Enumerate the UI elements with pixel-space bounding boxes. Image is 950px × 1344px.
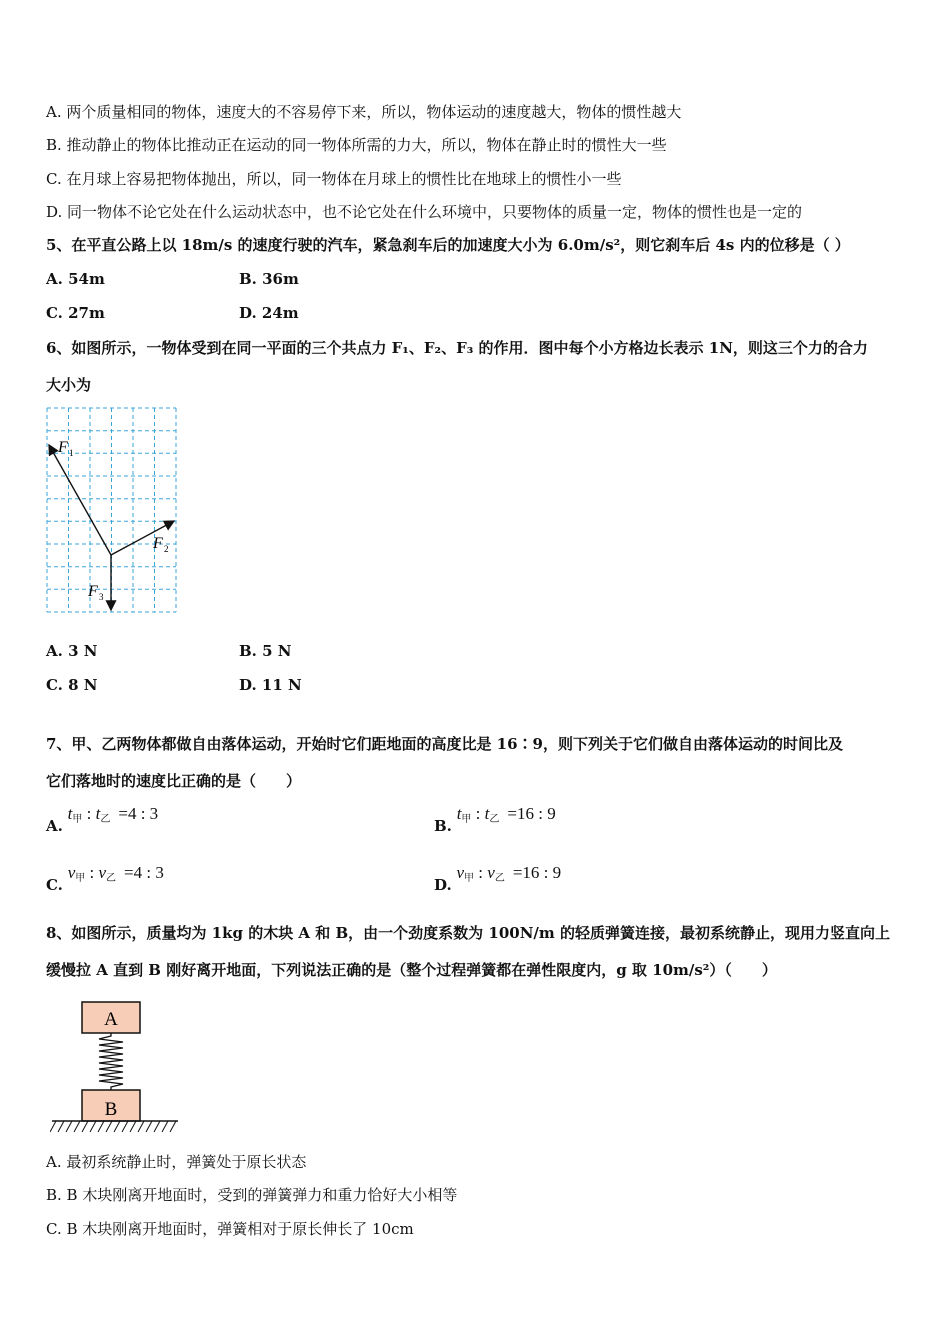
q6-stem-line2: 大小为 — [46, 376, 92, 394]
spring — [99, 1033, 123, 1090]
q6-option-b: B. 5 N — [239, 642, 292, 660]
q7-option-a-letter: A. — [46, 817, 63, 835]
block-a-label: A — [104, 1009, 118, 1030]
q7-option-c: C. $v_甲$ : $v_乙 =4$ : 3 — [46, 863, 164, 894]
q6-option-c: C. 8 N — [46, 676, 98, 694]
q4-option-c: C. 在月球上容易把物体抛出，所以，同一物体在月球上的惯性比在地球上的惯性小一些 — [46, 170, 622, 188]
q8-stem-line2: 缓慢拉 A 直到 B 刚好离开地面，下列说法正确的是（整个过程弹簧都在弹性限度内，g 取 10m/s²）（ ） — [46, 961, 777, 979]
q7-option-a: A. $t_甲$ : $t_乙 =4$ : 3 — [46, 804, 159, 835]
q5-option-b: B. 36m — [239, 270, 299, 288]
q4-option-d: D. 同一物体不论它处在什么运动状态中，也不论它处在什么环境中，只要物体的质量一定，物体的惯性也是一定的 — [46, 203, 803, 221]
q6-stem-line1: 6、如图所示，一物体受到在同一平面的三个共点力 F₁、F₂、F₃ 的作用．图中每个小方格边长表示 1N，则这三个力的合力 — [46, 339, 868, 357]
force-grid-figure — [44, 405, 180, 615]
label-f1: F — [58, 439, 68, 456]
q4-option-b: B. 推动静止的物体比推动正在运动的同一物体所需的力大，所以，物体在静止时的惯性大一些 — [46, 136, 667, 154]
q7-option-c-letter: C. — [46, 876, 63, 894]
q8-option-b: B. B 木块刚离开地面时，受到的弹簧弹力和重力恰好大小相等 — [46, 1186, 458, 1204]
q7-stem-line2: 它们落地时的速度比正确的是（ ） — [46, 772, 302, 790]
q8-option-a: A. 最初系统静止时，弹簧处于原长状态 — [46, 1153, 307, 1171]
block-b-label: B — [104, 1099, 118, 1120]
q7-option-d-letter: D. — [434, 876, 452, 894]
label-f2: F — [153, 535, 163, 552]
spring-blocks-figure — [50, 998, 182, 1136]
q5-stem: 5、在平直公路上以 18m/s 的速度行驶的汽车，紧急刹车后的加速度大小为 6.0m/s²，则它刹车后 4s 内的位移是（ ） — [46, 236, 850, 254]
label-f2-sub: 2 — [164, 544, 169, 554]
q7-option-b-letter: B. — [434, 817, 452, 835]
label-f3-sub: 3 — [99, 592, 104, 602]
q5-option-c: C. 27m — [46, 304, 105, 322]
q6-option-a: A. 3 N — [46, 642, 98, 660]
q8-stem-line1: 8、如图所示，质量均为 1kg 的木块 A 和 B，由一个劲度系数为 100N/m 的轻质弹簧连接，最初系统静止，现用力竖直向上 — [46, 924, 891, 942]
label-f3: F — [88, 583, 98, 600]
q7-option-d: D. $v_甲$ : $v_乙 =16$ : 9 — [434, 863, 562, 894]
q6-option-d: D. 11 N — [239, 676, 302, 694]
force-f1-arrow — [49, 445, 111, 555]
ground-hatching — [50, 1121, 176, 1132]
q4-option-a: A. 两个质量相同的物体，速度大的不容易停下来，所以，物体运动的速度越大，物体的惯性越大 — [46, 103, 682, 121]
label-f1-sub: 1 — [69, 448, 74, 458]
q5-option-a: A. 54m — [46, 270, 105, 288]
q7-option-b: B. $t_甲$ : $t_乙 =16$ : 9 — [434, 804, 556, 835]
q8-option-c: C. B 木块刚离开地面时，弹簧相对于原长伸长了 10cm — [46, 1220, 414, 1238]
q5-option-d: D. 24m — [239, 304, 299, 322]
q7-stem-line1: 7、甲、乙两物体都做自由落体运动，开始时它们距地面的高度比是 16∶9，则下列关于它们做自由落体运动的时间比及 — [46, 735, 843, 753]
